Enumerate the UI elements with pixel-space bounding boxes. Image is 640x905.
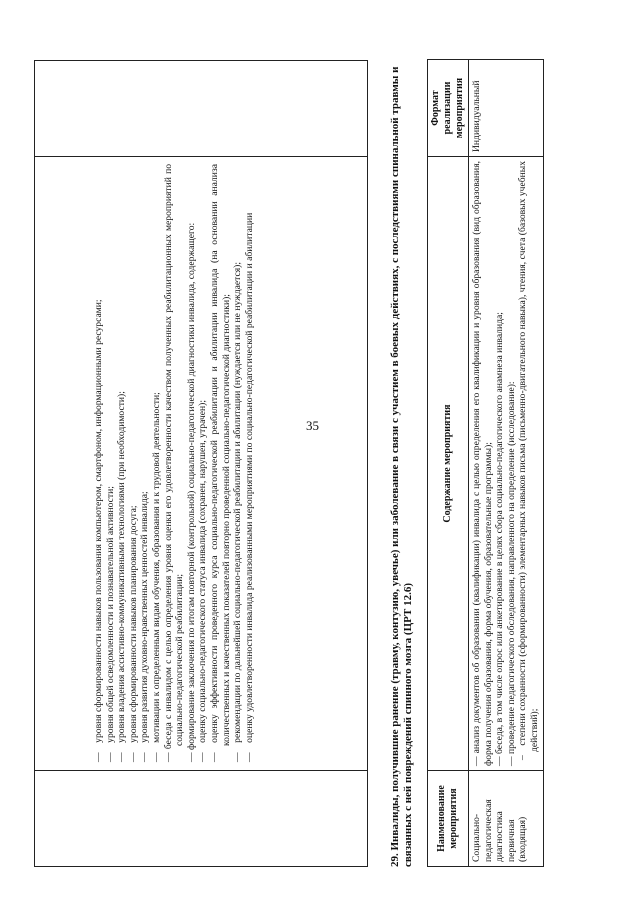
activity-name-cell: Социально-педагогическая диагностика первичная (входящая) bbox=[469, 771, 544, 867]
continuation-name-cell bbox=[35, 770, 367, 866]
content-paragraph: – степени сохранности (сформированности) элементарных навыков письма (письменно-двигательного навыка), чтения, счета (базовых учебных действий); bbox=[517, 161, 540, 760]
list-item: — уровня владения ассистивно-коммуникативными технологиями (при необходимости); bbox=[116, 391, 128, 762]
list-item: — уровня развития духовно-нравственных ценностей инвалида; bbox=[139, 491, 151, 762]
page-number: 35 bbox=[306, 418, 319, 433]
continuation-table bbox=[34, 60, 368, 867]
list-item: — беседа с инвалидом с целью определения уровня оценки его удовлетворенности качеством полученных реабилитационных мероприятий по социально-педагогической реабилитации; bbox=[162, 164, 186, 762]
list-item: — оценку социально-педагогического статуса инвалида (сохранен, нарушен, утрачен); bbox=[197, 399, 209, 762]
content-paragraph: — проведение педагогического обследования, направленного на определение (исследование): bbox=[505, 381, 517, 766]
list-item: — оценку эффективности проведенного курса социально-педагогической реабилитации и абилитации инвалида (на основании анализа количественных и качественных показателей повторно проведенной социально-педагогической диагностики); bbox=[208, 164, 232, 762]
list-item: — оценку удовлетворенности инвалида реализованными мероприятиями по социально-педагогической реабилитации и абилитации bbox=[243, 212, 255, 762]
table-header-row bbox=[428, 60, 469, 867]
header-activity-format: Формат реализации мероприятия bbox=[428, 60, 469, 157]
list-item: — уровня общей осведомленности и познавательной активности; bbox=[104, 486, 116, 762]
list-item: — мотивации к определенным видам обучения, образования и к трудовой деятельности; bbox=[150, 392, 162, 762]
list-item: — формирование заключения по итогам повторной (контрольной) социально-педагогической диагностики инвалида, содержащего: bbox=[185, 222, 197, 762]
activities-table bbox=[427, 59, 544, 867]
list-item: — уровня сформированности навыков планирования досуга; bbox=[127, 505, 139, 762]
table-row bbox=[469, 60, 544, 867]
list-item: — рекомендации по дальнейшей социально-педагогической реабилитации и абилитации (нуждается или не нуждается); bbox=[232, 261, 244, 762]
activity-format-cell: Индивидуальный bbox=[469, 60, 544, 157]
content-paragraph: — беседа, в том числе опрос или анкетирование в целях сбора социально-педагогического анамнеза инвалида; bbox=[494, 312, 506, 766]
activity-content-cell bbox=[469, 157, 544, 771]
header-activity-content: Содержание мероприятия bbox=[428, 157, 469, 771]
section-heading: 29. Инвалиды, получившие ранение (травму, контузию, увечье) или заболевание в связи с участием в боевых действиях, с последствиями спинальной травмы и связанных с ней повреждений спинного мозга (ЦРТ 12.6) bbox=[389, 66, 414, 867]
header-activity-name: Наименование мероприятия bbox=[428, 771, 469, 867]
list-item: — уровня сформированности навыков пользования компьютером, смартфоном, информационными ресурсами; bbox=[93, 299, 104, 762]
continuation-list bbox=[93, 164, 255, 762]
content-paragraph: — анализ документов об образовании (квалификации) инвалида с целью определения его квалификации и уровня образования (вид образования, форма получения образования, форма обучения, образовательные программы); bbox=[471, 161, 494, 766]
